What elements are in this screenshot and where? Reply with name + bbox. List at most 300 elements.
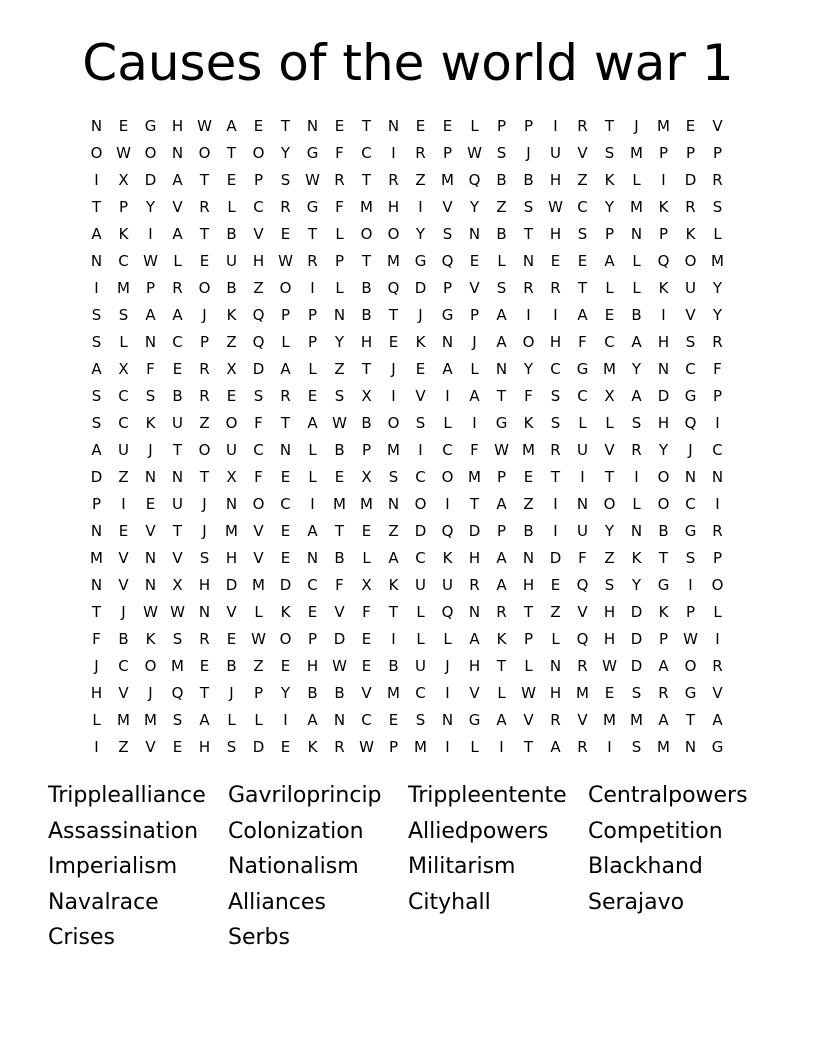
grid-letter: Q xyxy=(468,171,481,189)
grid-letter: K xyxy=(388,576,399,594)
grid-letter: Z xyxy=(604,549,615,567)
grid-letter: K xyxy=(415,333,426,351)
grid-letter: H xyxy=(603,630,616,648)
grid-letter: O xyxy=(657,495,670,513)
grid-letter: S xyxy=(550,387,561,405)
grid-letter: T xyxy=(199,684,210,702)
grid-letter: P xyxy=(469,306,480,324)
grid-letter: M xyxy=(630,711,643,729)
grid-letter: U xyxy=(172,495,183,513)
grid-letter: Y xyxy=(604,522,615,540)
grid-letter: P xyxy=(334,252,345,270)
grid-letter: S xyxy=(631,738,642,756)
grid-letter: N xyxy=(279,441,292,459)
grid-letter: L xyxy=(416,630,425,648)
grid-letter: P xyxy=(658,144,669,162)
grid-letter: T xyxy=(361,360,372,378)
grid-letter: N xyxy=(306,117,319,135)
grid-row xyxy=(83,383,733,410)
grid-letter: Q xyxy=(684,414,697,432)
grid-letter: Y xyxy=(145,198,156,216)
grid-letter: M xyxy=(252,576,265,594)
grid-letter: V xyxy=(145,738,156,756)
word-list-item: Trippleentente xyxy=(408,783,567,808)
grid-letter: O xyxy=(144,657,157,675)
grid-letter: L xyxy=(92,711,101,729)
grid-letter: B xyxy=(334,684,345,702)
grid-letter: L xyxy=(308,441,317,459)
grid-letter: R xyxy=(469,576,480,594)
grid-letter: P xyxy=(199,333,210,351)
grid-letter: V xyxy=(577,144,588,162)
grid-letter: L xyxy=(119,333,128,351)
grid-letter: E xyxy=(361,630,372,648)
grid-letter: N xyxy=(90,522,103,540)
grid-letter: O xyxy=(252,144,265,162)
grid-letter: V xyxy=(712,684,723,702)
grid-letter: A xyxy=(658,711,669,729)
grid-letter: I xyxy=(526,306,531,324)
grid-letter: C xyxy=(685,495,696,513)
grid-letter: N xyxy=(306,549,319,567)
grid-letter: B xyxy=(334,441,345,459)
grid-letter: J xyxy=(202,522,207,540)
grid-letter: O xyxy=(657,468,670,486)
grid-letter: E xyxy=(199,657,210,675)
grid-letter: Q xyxy=(252,306,265,324)
grid-letter: E xyxy=(307,387,318,405)
grid-letter: L xyxy=(254,603,263,621)
grid-letter: M xyxy=(630,198,643,216)
grid-letter: L xyxy=(497,252,506,270)
grid-letter: M xyxy=(603,360,616,378)
grid-letter: L xyxy=(632,252,641,270)
grid-letter: W xyxy=(143,252,158,270)
grid-row xyxy=(83,140,733,167)
grid-letter: W xyxy=(251,630,266,648)
grid-letter: O xyxy=(711,576,724,594)
grid-letter: O xyxy=(414,495,427,513)
grid-letter: H xyxy=(468,549,481,567)
grid-row xyxy=(83,302,733,329)
grid-letter: B xyxy=(334,549,345,567)
grid-letter: J xyxy=(472,333,477,351)
grid-row xyxy=(83,221,733,248)
grid-letter: M xyxy=(576,684,589,702)
grid-letter: S xyxy=(91,306,102,324)
grid-letter: P xyxy=(685,603,696,621)
grid-letter: I xyxy=(283,711,288,729)
grid-letter: Z xyxy=(253,279,264,297)
grid-letter: V xyxy=(253,549,264,567)
grid-letter: C xyxy=(118,657,129,675)
grid-letter: S xyxy=(415,414,426,432)
grid-row xyxy=(83,707,733,734)
grid-letter: Y xyxy=(334,333,345,351)
grid-letter: R xyxy=(712,657,723,675)
grid-letter: Y xyxy=(631,360,642,378)
grid-letter: G xyxy=(468,711,481,729)
grid-letter: T xyxy=(604,468,615,486)
grid-letter: T xyxy=(550,468,561,486)
grid-row xyxy=(83,410,733,437)
grid-letter: H xyxy=(306,657,319,675)
grid-letter: I xyxy=(94,171,99,189)
grid-letter: I xyxy=(310,279,315,297)
grid-letter: F xyxy=(335,144,344,162)
grid-letter: A xyxy=(145,306,156,324)
grid-letter: I xyxy=(580,468,585,486)
grid-letter: P xyxy=(307,306,318,324)
grid-letter: F xyxy=(362,603,371,621)
grid-letter: I xyxy=(661,171,666,189)
grid-letter: W xyxy=(521,684,536,702)
grid-letter: R xyxy=(334,738,345,756)
grid-letter: H xyxy=(360,333,373,351)
grid-letter: T xyxy=(577,279,588,297)
grid-letter: E xyxy=(226,171,237,189)
grid-letter: Q xyxy=(252,333,265,351)
grid-letter: W xyxy=(305,171,320,189)
grid-letter: K xyxy=(118,225,129,243)
grid-letter: W xyxy=(170,603,185,621)
grid-letter: D xyxy=(414,522,427,540)
grid-letter: N xyxy=(495,360,508,378)
grid-letter: C xyxy=(118,414,129,432)
grid-letter: E xyxy=(280,468,291,486)
grid-letter: V xyxy=(172,549,183,567)
grid-letter: F xyxy=(578,549,587,567)
grid-letter: M xyxy=(360,495,373,513)
grid-letter: N xyxy=(90,576,103,594)
grid-letter: T xyxy=(658,549,669,567)
grid-letter: C xyxy=(712,441,723,459)
grid-letter: D xyxy=(630,630,643,648)
grid-row xyxy=(83,113,733,140)
grid-letter: L xyxy=(632,495,641,513)
grid-letter: R xyxy=(496,603,507,621)
grid-letter: T xyxy=(469,495,480,513)
grid-letter: G xyxy=(711,738,724,756)
grid-letter: P xyxy=(712,549,723,567)
grid-letter: I xyxy=(94,279,99,297)
grid-letter: U xyxy=(415,657,426,675)
grid-letter: V xyxy=(577,603,588,621)
grid-letter: U xyxy=(415,576,426,594)
grid-letter: K xyxy=(145,414,156,432)
grid-letter: L xyxy=(524,657,533,675)
grid-letter: L xyxy=(443,414,452,432)
grid-letter: C xyxy=(685,360,696,378)
grid-letter: V xyxy=(118,576,129,594)
grid-letter: S xyxy=(496,279,507,297)
grid-letter: P xyxy=(91,495,102,513)
grid-letter: J xyxy=(148,441,153,459)
grid-letter: C xyxy=(253,198,264,216)
grid-letter: M xyxy=(117,711,130,729)
grid-letter: L xyxy=(605,279,614,297)
grid-letter: Z xyxy=(118,468,129,486)
grid-letter: R xyxy=(280,198,291,216)
grid-letter: B xyxy=(523,171,534,189)
grid-letter: U xyxy=(442,576,453,594)
grid-letter: X xyxy=(226,468,237,486)
grid-letter: L xyxy=(227,711,236,729)
grid-letter: A xyxy=(496,549,507,567)
grid-letter: I xyxy=(715,495,720,513)
grid-letter: E xyxy=(550,252,561,270)
grid-letter: J xyxy=(229,684,234,702)
grid-letter: W xyxy=(116,144,131,162)
grid-letter: R xyxy=(172,279,183,297)
grid-letter: P xyxy=(712,144,723,162)
grid-letter: K xyxy=(442,549,453,567)
grid-letter: M xyxy=(225,522,238,540)
grid-letter: E xyxy=(145,495,156,513)
grid-letter: U xyxy=(550,144,561,162)
grid-letter: W xyxy=(548,198,563,216)
grid-letter: E xyxy=(604,684,615,702)
grid-letter: N xyxy=(144,576,157,594)
grid-row xyxy=(83,572,733,599)
grid-letter: D xyxy=(657,387,670,405)
grid-letter: H xyxy=(603,603,616,621)
grid-letter: I xyxy=(391,630,396,648)
grid-letter: P xyxy=(307,630,318,648)
grid-letter: C xyxy=(415,684,426,702)
grid-letter: L xyxy=(335,279,344,297)
grid-letter: F xyxy=(713,360,722,378)
grid-letter: T xyxy=(199,225,210,243)
grid-letter: A xyxy=(604,252,615,270)
grid-letter: K xyxy=(280,603,291,621)
grid-letter: Y xyxy=(658,441,669,459)
grid-letter: I xyxy=(391,144,396,162)
grid-letter: S xyxy=(496,144,507,162)
grid-letter: E xyxy=(199,252,210,270)
grid-letter: N xyxy=(441,711,454,729)
grid-letter: A xyxy=(226,117,237,135)
grid-letter: W xyxy=(143,603,158,621)
grid-letter: P xyxy=(658,630,669,648)
grid-letter: V xyxy=(118,684,129,702)
grid-letter: A xyxy=(550,738,561,756)
grid-letter: J xyxy=(391,360,396,378)
grid-letter: I xyxy=(418,198,423,216)
grid-letter: L xyxy=(551,630,560,648)
grid-letter: H xyxy=(549,225,562,243)
grid-letter: V xyxy=(469,279,480,297)
grid-letter: R xyxy=(415,144,426,162)
grid-letter: W xyxy=(332,657,347,675)
grid-letter: L xyxy=(254,711,263,729)
grid-letter: A xyxy=(712,711,723,729)
grid-letter: K xyxy=(523,414,534,432)
grid-letter: K xyxy=(631,549,642,567)
grid-row xyxy=(83,734,733,761)
grid-letter: P xyxy=(307,333,318,351)
grid-letter: I xyxy=(148,225,153,243)
grid-letter: T xyxy=(361,117,372,135)
grid-letter: A xyxy=(496,576,507,594)
grid-letter: U xyxy=(226,252,237,270)
word-list-item: Serajavo xyxy=(588,889,685,915)
grid-letter: D xyxy=(630,603,643,621)
grid-letter: S xyxy=(280,171,291,189)
grid-letter: J xyxy=(526,144,531,162)
grid-letter: R xyxy=(199,198,210,216)
grid-letter: A xyxy=(172,306,183,324)
grid-letter: M xyxy=(387,252,400,270)
grid-letter: X xyxy=(361,576,372,594)
grid-letter: Q xyxy=(441,252,454,270)
grid-row xyxy=(83,356,733,383)
grid-letter: F xyxy=(335,576,344,594)
grid-letter: W xyxy=(602,657,617,675)
grid-letter: W xyxy=(197,117,212,135)
grid-letter: A xyxy=(91,360,102,378)
grid-letter: Y xyxy=(415,225,426,243)
grid-letter: S xyxy=(91,333,102,351)
grid-letter: A xyxy=(631,333,642,351)
grid-letter: R xyxy=(334,171,345,189)
grid-row xyxy=(83,491,733,518)
grid-letter: S xyxy=(604,576,615,594)
grid-letter: R xyxy=(550,441,561,459)
grid-letter: S xyxy=(685,549,696,567)
grid-letter: E xyxy=(604,306,615,324)
grid-letter: G xyxy=(495,414,508,432)
grid-letter: O xyxy=(603,495,616,513)
grid-letter: B xyxy=(118,630,129,648)
grid-letter: H xyxy=(549,171,562,189)
grid-letter: A xyxy=(496,711,507,729)
word-list-item: Tripplealliance xyxy=(48,783,206,808)
grid-letter: B xyxy=(172,387,183,405)
grid-letter: O xyxy=(90,144,103,162)
grid-letter: G xyxy=(684,387,697,405)
grid-letter: H xyxy=(171,117,184,135)
grid-letter: O xyxy=(279,279,292,297)
grid-letter: N xyxy=(144,549,157,567)
grid-letter: P xyxy=(145,279,156,297)
grid-letter: J xyxy=(688,441,693,459)
grid-letter: S xyxy=(91,387,102,405)
word-list-item: Gavriloprincip xyxy=(228,783,382,808)
grid-letter: C xyxy=(550,360,561,378)
grid-letter: T xyxy=(172,522,183,540)
grid-letter: G xyxy=(306,198,319,216)
grid-letter: E xyxy=(334,117,345,135)
grid-letter: Q xyxy=(171,684,184,702)
grid-letter: T xyxy=(388,603,399,621)
grid-letter: R xyxy=(712,522,723,540)
grid-letter: R xyxy=(550,711,561,729)
grid-letter: L xyxy=(470,117,479,135)
grid-letter: M xyxy=(360,198,373,216)
grid-letter: V xyxy=(685,306,696,324)
grid-letter: N xyxy=(549,657,562,675)
grid-letter: T xyxy=(361,171,372,189)
grid-letter: C xyxy=(577,198,588,216)
grid-letter: F xyxy=(254,468,263,486)
grid-letter: L xyxy=(173,252,182,270)
grid-letter: S xyxy=(523,198,534,216)
grid-letter: R xyxy=(685,198,696,216)
grid-letter: Z xyxy=(577,171,588,189)
grid-letter: O xyxy=(198,144,211,162)
grid-letter: O xyxy=(225,414,238,432)
word-list-item: Competition xyxy=(588,818,723,844)
grid-letter: Z xyxy=(496,198,507,216)
grid-letter: V xyxy=(253,522,264,540)
grid-letter: I xyxy=(445,684,450,702)
grid-letter: P xyxy=(442,279,453,297)
grid-letter: Z xyxy=(253,657,264,675)
grid-letter: C xyxy=(361,711,372,729)
grid-letter: J xyxy=(445,657,450,675)
grid-letter: T xyxy=(523,738,534,756)
grid-letter: L xyxy=(362,549,371,567)
grid-letter: S xyxy=(685,333,696,351)
grid-letter: H xyxy=(198,576,211,594)
grid-letter: X xyxy=(118,171,129,189)
grid-letter: C xyxy=(604,333,615,351)
grid-letter: N xyxy=(90,117,103,135)
grid-letter: T xyxy=(280,117,291,135)
grid-letter: Z xyxy=(199,414,210,432)
grid-letter: E xyxy=(118,522,129,540)
grid-letter: W xyxy=(332,414,347,432)
grid-letter: I xyxy=(445,495,450,513)
grid-letter: H xyxy=(549,333,562,351)
grid-letter: P xyxy=(280,306,291,324)
grid-letter: N xyxy=(90,252,103,270)
grid-letter: C xyxy=(442,441,453,459)
grid-letter: P xyxy=(685,144,696,162)
grid-letter: B xyxy=(307,684,318,702)
grid-letter: R xyxy=(577,657,588,675)
grid-letter: L xyxy=(443,630,452,648)
grid-letter: P xyxy=(712,387,723,405)
grid-letter: P xyxy=(496,468,507,486)
grid-letter: E xyxy=(469,252,480,270)
grid-letter: S xyxy=(550,414,561,432)
grid-letter: T xyxy=(334,522,345,540)
grid-letter: H xyxy=(468,657,481,675)
grid-letter: S xyxy=(253,387,264,405)
grid-letter: V xyxy=(145,522,156,540)
grid-letter: N xyxy=(333,306,346,324)
grid-letter: I xyxy=(94,738,99,756)
grid-letter: M xyxy=(117,279,130,297)
grid-letter: E xyxy=(388,711,399,729)
grid-letter: V xyxy=(118,549,129,567)
grid-letter: X xyxy=(361,387,372,405)
grid-letter: K xyxy=(307,738,318,756)
grid-letter: F xyxy=(146,360,155,378)
grid-letter: L xyxy=(227,198,236,216)
grid-letter: H xyxy=(90,684,103,702)
grid-letter: M xyxy=(387,441,400,459)
grid-letter: B xyxy=(361,279,372,297)
grid-letter: A xyxy=(172,171,183,189)
grid-letter: E xyxy=(577,252,588,270)
grid-letter: P xyxy=(118,198,129,216)
grid-letter: M xyxy=(657,117,670,135)
grid-row xyxy=(83,464,733,491)
grid-letter: N xyxy=(576,495,589,513)
